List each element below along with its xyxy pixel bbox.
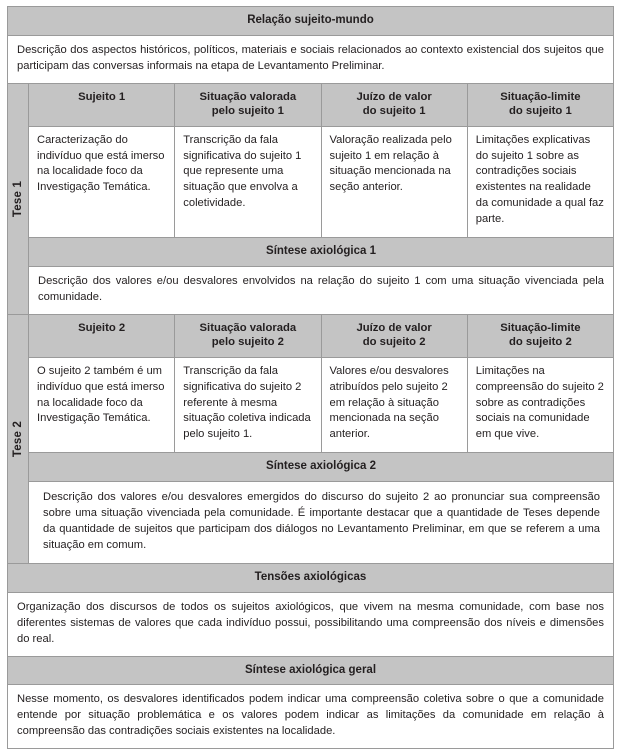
- tese-2-label: Tese 2: [12, 420, 24, 457]
- table-intro-text: Descrição dos aspectos históricos, políticos, materiais e sociais relacionados ao contexto existencial dos sujeitos que participam das conversas informais na etapa de Levantamento Preliminar.: [8, 36, 613, 84]
- column-header-sujeito-1: [29, 84, 175, 126]
- table-cell: Transcrição da fala significativa do sujeito 1 que represente uma situação que envolva a coletividade.: [175, 127, 321, 237]
- tensoes-axiologicas-title: Tensões axiológicas: [8, 564, 613, 593]
- tese-1-label: Tese 1: [12, 180, 24, 217]
- column-header-line-1: Juízo de valor: [356, 90, 432, 103]
- column-header-line-1: Situação-limite: [500, 321, 581, 334]
- tese-1-block: [8, 84, 613, 315]
- tensoes-axiologicas-body: Organização dos discursos de todos os sujeitos axiológicos, que vivem na mesma comunidade, com base nos diferentes sistemas de valores que cada indivíduo possui, possibilitando uma compreensão dos níveis e dimensões do real.: [8, 593, 613, 657]
- tese-2-tab: [8, 315, 29, 563]
- column-header-line-1: Situação valorada: [199, 321, 297, 334]
- table-cell: Valores e/ou desvalores atribuídos pelo sujeito 2 em relação à situação mencionada na seção anterior.: [322, 358, 468, 453]
- tese-2-block: [8, 315, 613, 564]
- column-header-juizo-de-valor-1: [322, 84, 468, 126]
- column-header-line-2: do sujeito 2: [362, 336, 426, 349]
- sintese-axiologica-geral-title: Síntese axiológica geral: [8, 657, 613, 686]
- tese-1-rows: [29, 84, 613, 314]
- column-header-situacao-limite-2: [468, 315, 613, 357]
- table-cell: Limitações na compreensão do sujeito 2 sobre as contradições sociais na comunidade em que vive.: [475, 364, 604, 441]
- column-header-line-2: do sujeito 1: [508, 105, 572, 118]
- sintese-axiologica-2-body: Descrição dos valores e/ou desvalores emergidos do discurso do sujeito 2 ao pronunciar sua compreensão sobre uma situação vivenciada pela comunidade. É importante destacar que a quantidade de Teses depende da quantidade de sujeitos que participam dos diálogos no Levantamento Preliminar, em que se referem a uma situação em comum.: [29, 482, 613, 563]
- column-header-situacao-limite-1: [468, 84, 613, 126]
- sintese-axiologica-geral-body: Nesse momento, os desvalores identificados podem indicar uma compreensão coletiva sobre o que a comunidade entende por situação problemática e os valores podem indicar as limitações da comunidade em relação à compreensão das contradições sociais existentes na localidade.: [8, 685, 613, 748]
- table-cell: Transcrição da fala significativa do sujeito 2 referente à mesma situação coletiva indicada pelo sujeito 1.: [175, 358, 321, 453]
- column-header-line-1: Situação valorada: [199, 90, 297, 103]
- column-header-situacao-valorada-2: [175, 315, 321, 357]
- column-header-line-2: do sujeito 1: [362, 105, 426, 118]
- sintese-axiologica-1-title: Síntese axiológica 1: [29, 238, 613, 267]
- column-header-line-1: Sujeito 2: [78, 321, 126, 334]
- tese-2-column-headers: [29, 315, 613, 358]
- column-header-line-2: pelo sujeito 2: [211, 336, 284, 349]
- table-title: Relação sujeito-mundo: [8, 7, 613, 36]
- table-cell: Caracterização do indivíduo que está imerso na localidade foco da Investigação Temática.: [29, 127, 175, 237]
- sintese-axiologica-2-title: Síntese axiológica 2: [29, 453, 613, 482]
- column-header-line-2: pelo sujeito 1: [211, 105, 284, 118]
- column-header-line-1: Sujeito 1: [78, 90, 126, 103]
- table-cell: O sujeito 2 também é um indivíduo que está imerso na localidade foco da Investigação Temática.: [29, 358, 175, 453]
- column-header-sujeito-2: [29, 315, 175, 357]
- column-header-line-1: Situação-limite: [500, 90, 581, 103]
- column-header-situacao-valorada-1: [175, 84, 321, 126]
- tese-1-tab: [8, 84, 29, 314]
- table-cell: Limitações explicativas do sujeito 1 sobre as contradições sociais existentes na realidade da comunidade a qual faz parte.: [475, 133, 604, 226]
- column-header-juizo-de-valor-2: [322, 315, 468, 357]
- table-cell: Valoração realizada pelo sujeito 1 em relação à situação mencionada na seção anterior.: [322, 127, 468, 237]
- column-header-line-2: do sujeito 2: [508, 336, 572, 349]
- sintese-axiologica-1-body: Descrição dos valores e/ou desvalores envolvidos na relação do sujeito 1 com uma situação vivenciada pela comunidade.: [29, 267, 613, 314]
- tese-1-column-headers: [29, 84, 613, 127]
- tese-2-cells: [29, 358, 613, 454]
- column-header-line-1: Juízo de valor: [356, 321, 432, 334]
- axiological-table: [7, 6, 614, 749]
- tese-1-cells: [29, 127, 613, 238]
- tese-2-rows: [29, 315, 613, 563]
